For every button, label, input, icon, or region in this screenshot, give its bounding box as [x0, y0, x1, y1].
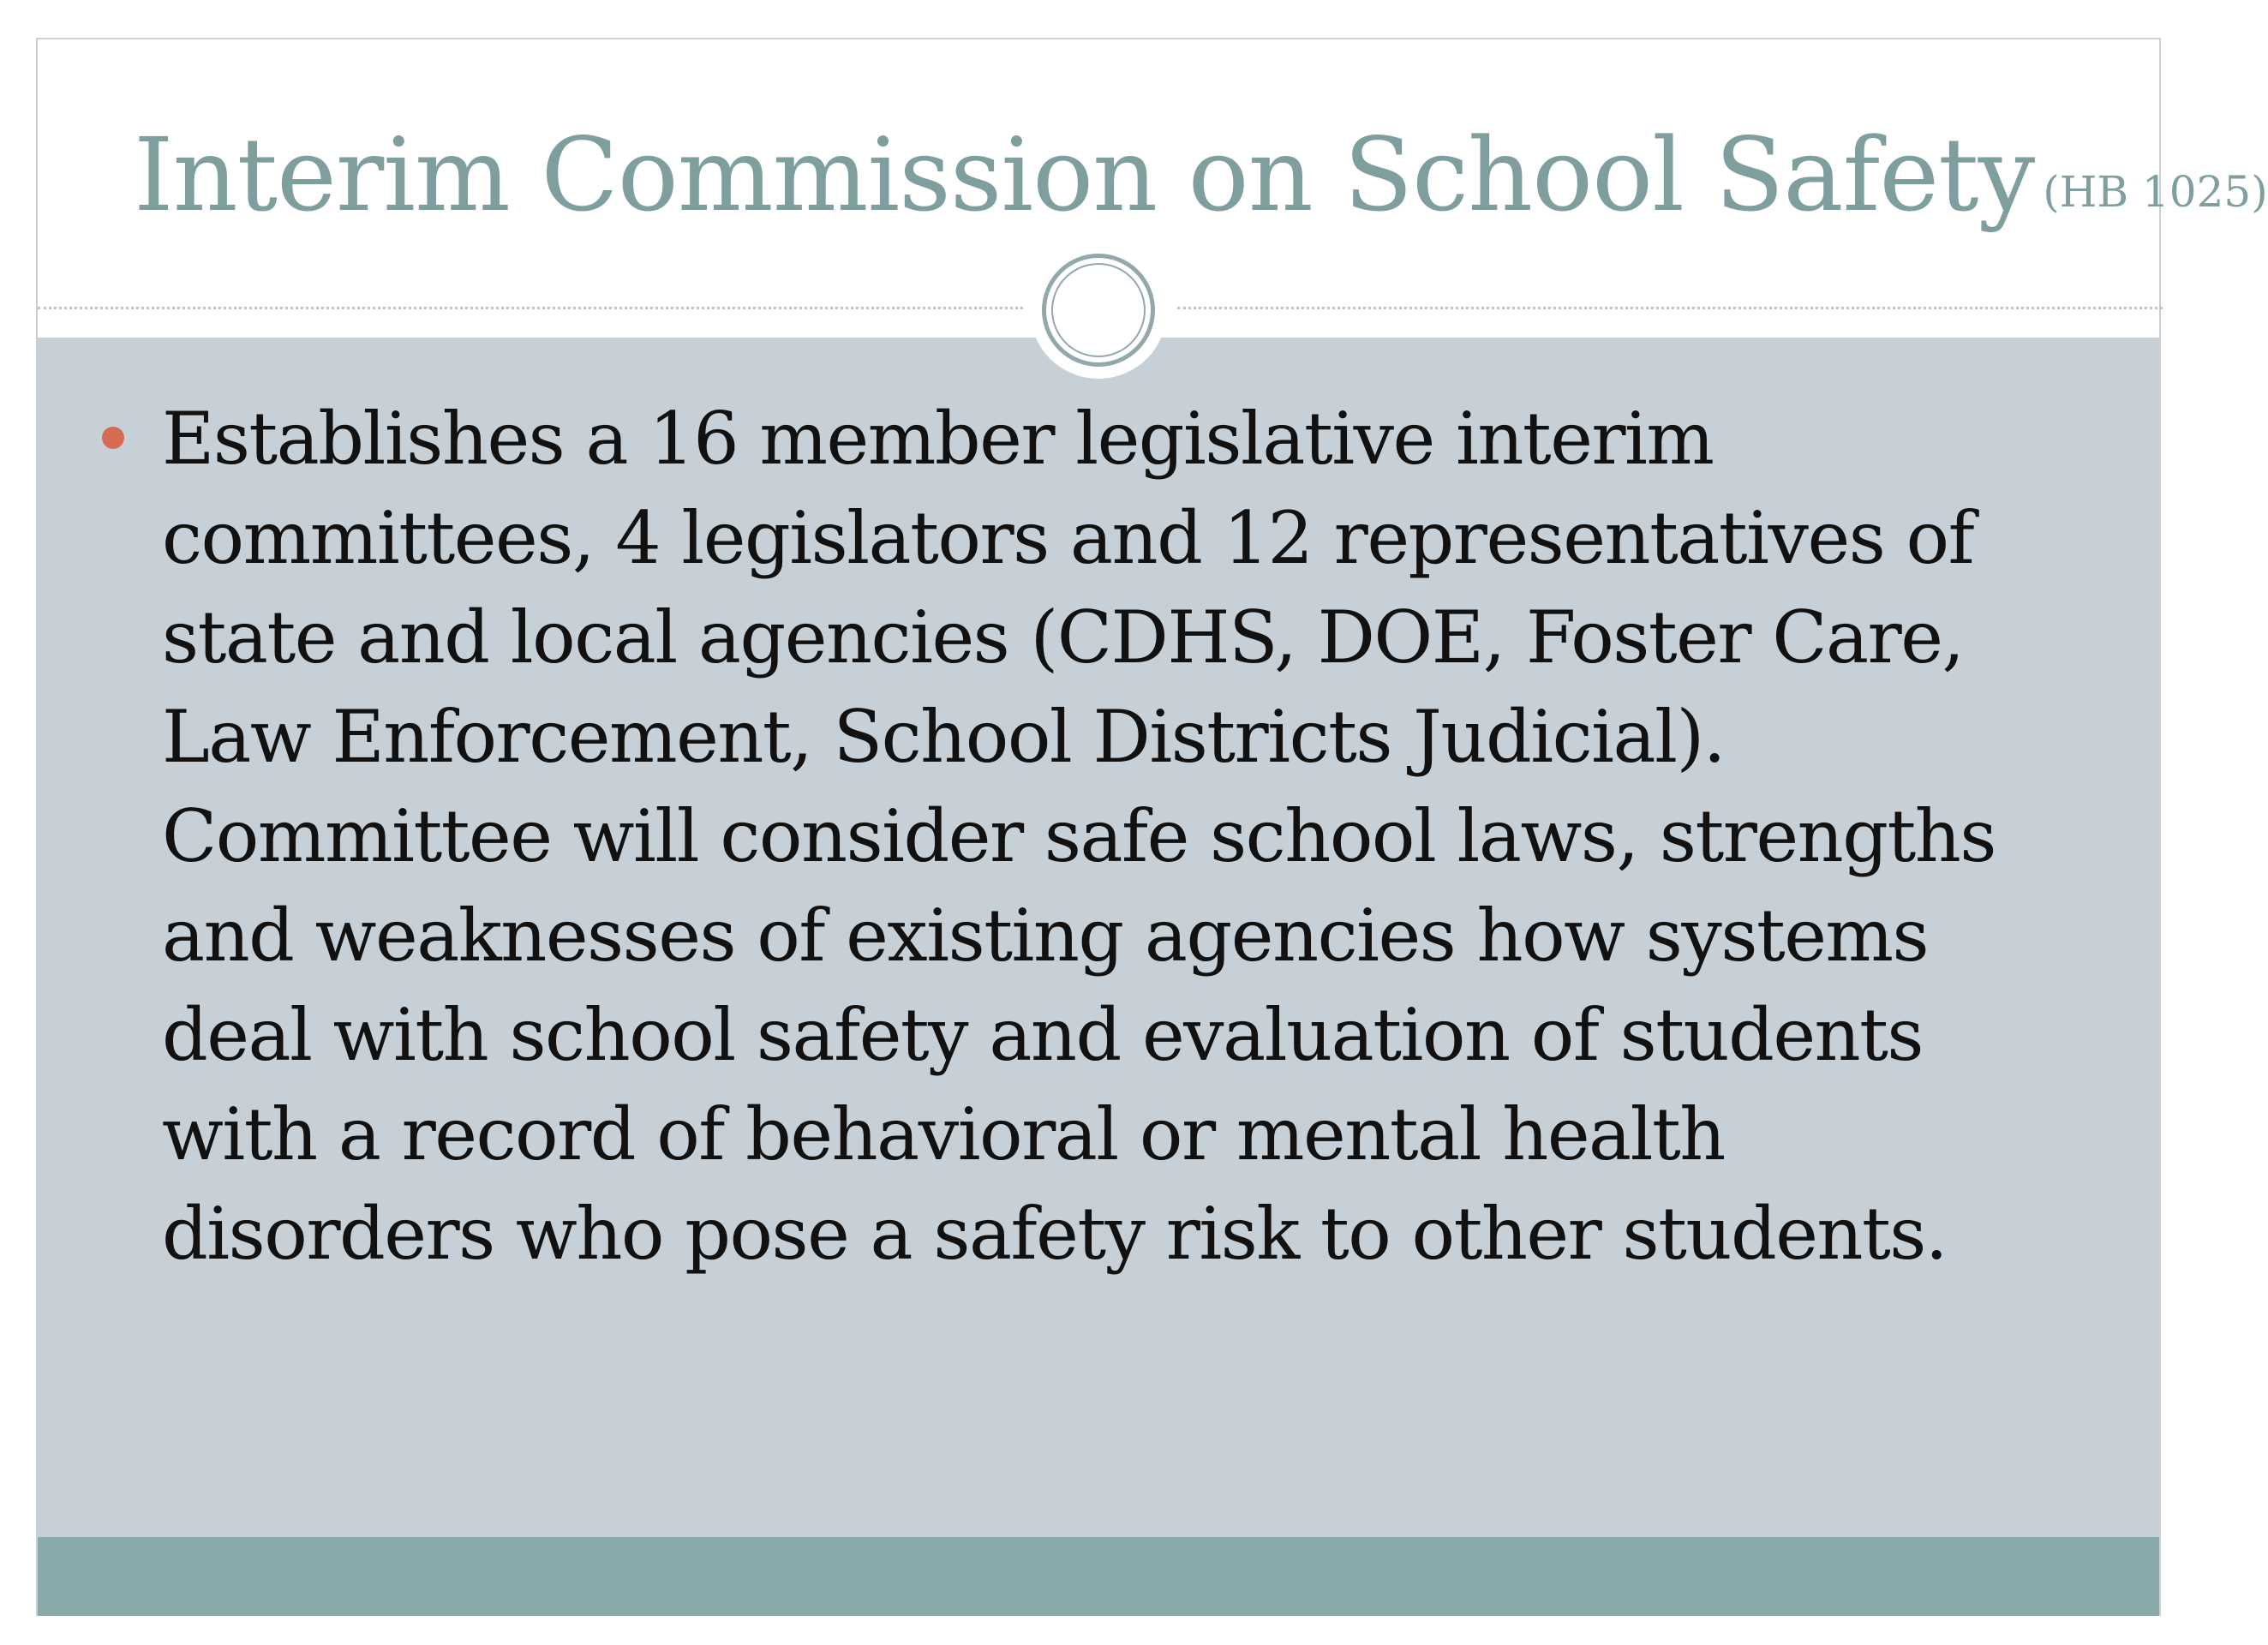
slide-title-text: Interim Commission on School Safety	[134, 116, 2035, 234]
bullet-line: disorders who pose a safety risk to other students.	[162, 1192, 1948, 1276]
bullet-line: committees, 4 legislators and 12 representatives of	[162, 496, 1974, 580]
footer-band	[38, 1537, 2159, 1616]
bullet-line: Committee will consider safe school laws, strengths	[162, 794, 1996, 878]
title-divider-right	[1177, 307, 2163, 309]
bullet-line: state and local agencies (CDHS, DOE, Foster Care,	[162, 595, 1964, 679]
slide-title	[134, 115, 2268, 236]
bullet-dot-icon	[102, 427, 124, 449]
slide-title-suffix: (HB 1025)	[2043, 167, 2268, 217]
bullet-text	[162, 389, 2124, 1283]
title-divider-left	[38, 307, 1023, 309]
bullet-line: with a record of behavioral or mental health	[162, 1092, 1725, 1176]
bullet-line: Law Enforcement, School Districts Judicial).	[162, 695, 1725, 779]
bullet-line: and weaknesses of existing agencies how systems	[162, 894, 1929, 978]
circle-ornament-inner-ring	[1051, 263, 1146, 357]
bullet-line: deal with school safety and evaluation of students	[162, 993, 1924, 1077]
bullet-line: Establishes a 16 member legislative interim	[162, 397, 1714, 481]
slide	[36, 38, 2268, 1616]
